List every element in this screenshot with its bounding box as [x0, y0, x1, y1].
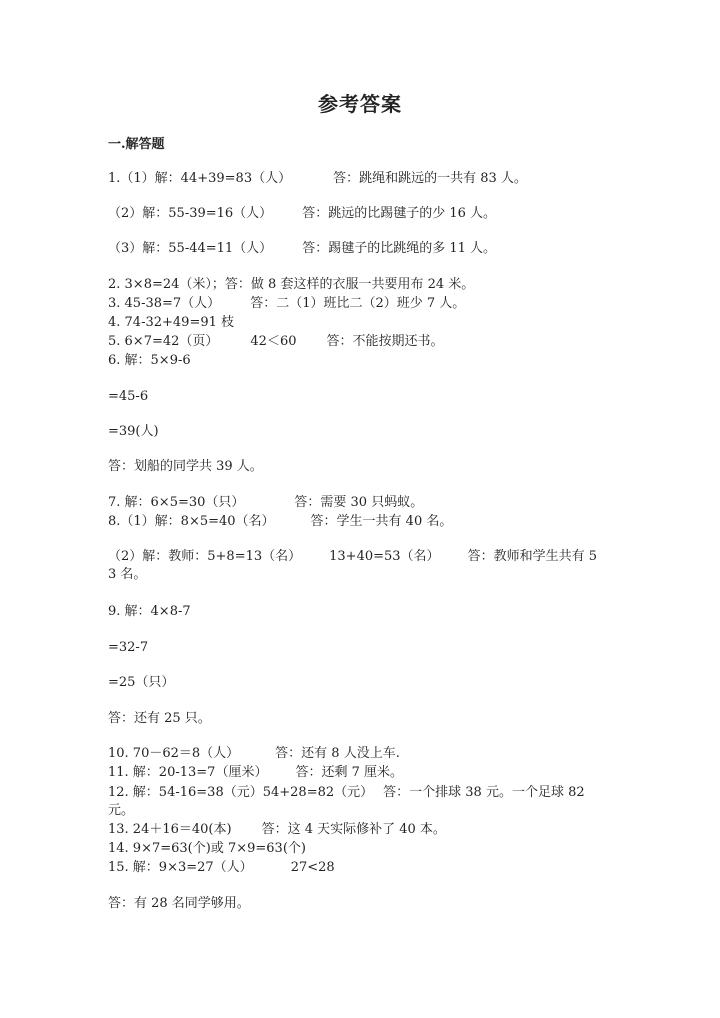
- answer-line-8: 6. 解：5×9-6: [108, 353, 191, 368]
- answer-line-20: 11. 解：20-13=7（厘米） 答：还剩 7 厘米。: [108, 765, 403, 780]
- answer-line-23: 14. 9×7=63(个)或 7×9=63(个): [108, 841, 306, 856]
- answer-line-6: 4. 74-32+49=91 枝: [108, 315, 235, 330]
- answer-line-4: 2. 3×8=24（米）；答：做 8 套这样的衣服一共要用布 24 米。: [108, 277, 475, 292]
- page-title: 参考答案: [318, 92, 402, 116]
- answer-line-13: 8.（1）解：8×5=40（名） 答：学生一共有 40 名。: [108, 514, 453, 529]
- answer-line-7: 5. 6×7=42（页） 42＜60 答：不能按期还书。: [108, 334, 444, 349]
- answer-line-14: （2）解：教师：5+8=13（名） 13+40=53（名） 答：教师和学生共有 53 名。: [108, 549, 597, 582]
- answer-line-24: 15. 解：9×3=27（人） 27<28: [108, 860, 335, 875]
- answer-line-25: 答：有 28 名同学够用。: [108, 896, 250, 911]
- answer-line-16: =32-7: [108, 640, 149, 655]
- answer-line-9: =45-6: [108, 389, 149, 404]
- answer-line-21: 12. 解：54-16=38（元）54+28=82（元） 答：一个排球 38 元。一个足球 82 元。: [108, 785, 589, 818]
- answer-line-11: 答：划船的同学共 39 人。: [108, 459, 263, 474]
- answer-line-12: 7. 解：6×5=30（只） 答：需要 30 只蚂蚁。: [108, 495, 424, 510]
- answer-line-22: 13. 24＋16＝40(本) 答：这 4 天实际修补了 40 本。: [108, 822, 446, 837]
- answer-line-5: 3. 45-38=7（人） 答：二（1）班比二（2）班少 7 人。: [108, 296, 466, 311]
- answer-line-19: 10. 70－62＝8（人） 答：还有 8 人没上车.: [108, 746, 400, 761]
- answer-line-2: （2）解：55-39=16（人） 答：跳远的比踢毽子的少 16 人。: [108, 206, 496, 221]
- answer-line-10: =39(人): [108, 424, 159, 439]
- answer-line-15: 9. 解：4×8-7: [108, 604, 191, 619]
- answer-line-18: 答：还有 25 只。: [108, 711, 211, 726]
- answer-line-1: 1.（1）解：44+39=83（人） 答：跳绳和跳远的一共有 83 人。: [108, 171, 527, 186]
- answer-line-3: （3）解：55-44=11（人） 答：踢毽子的比跳绳的多 11 人。: [108, 241, 496, 256]
- section-heading: 一.解答题: [108, 137, 165, 152]
- answer-line-17: =25（只）: [108, 675, 175, 690]
